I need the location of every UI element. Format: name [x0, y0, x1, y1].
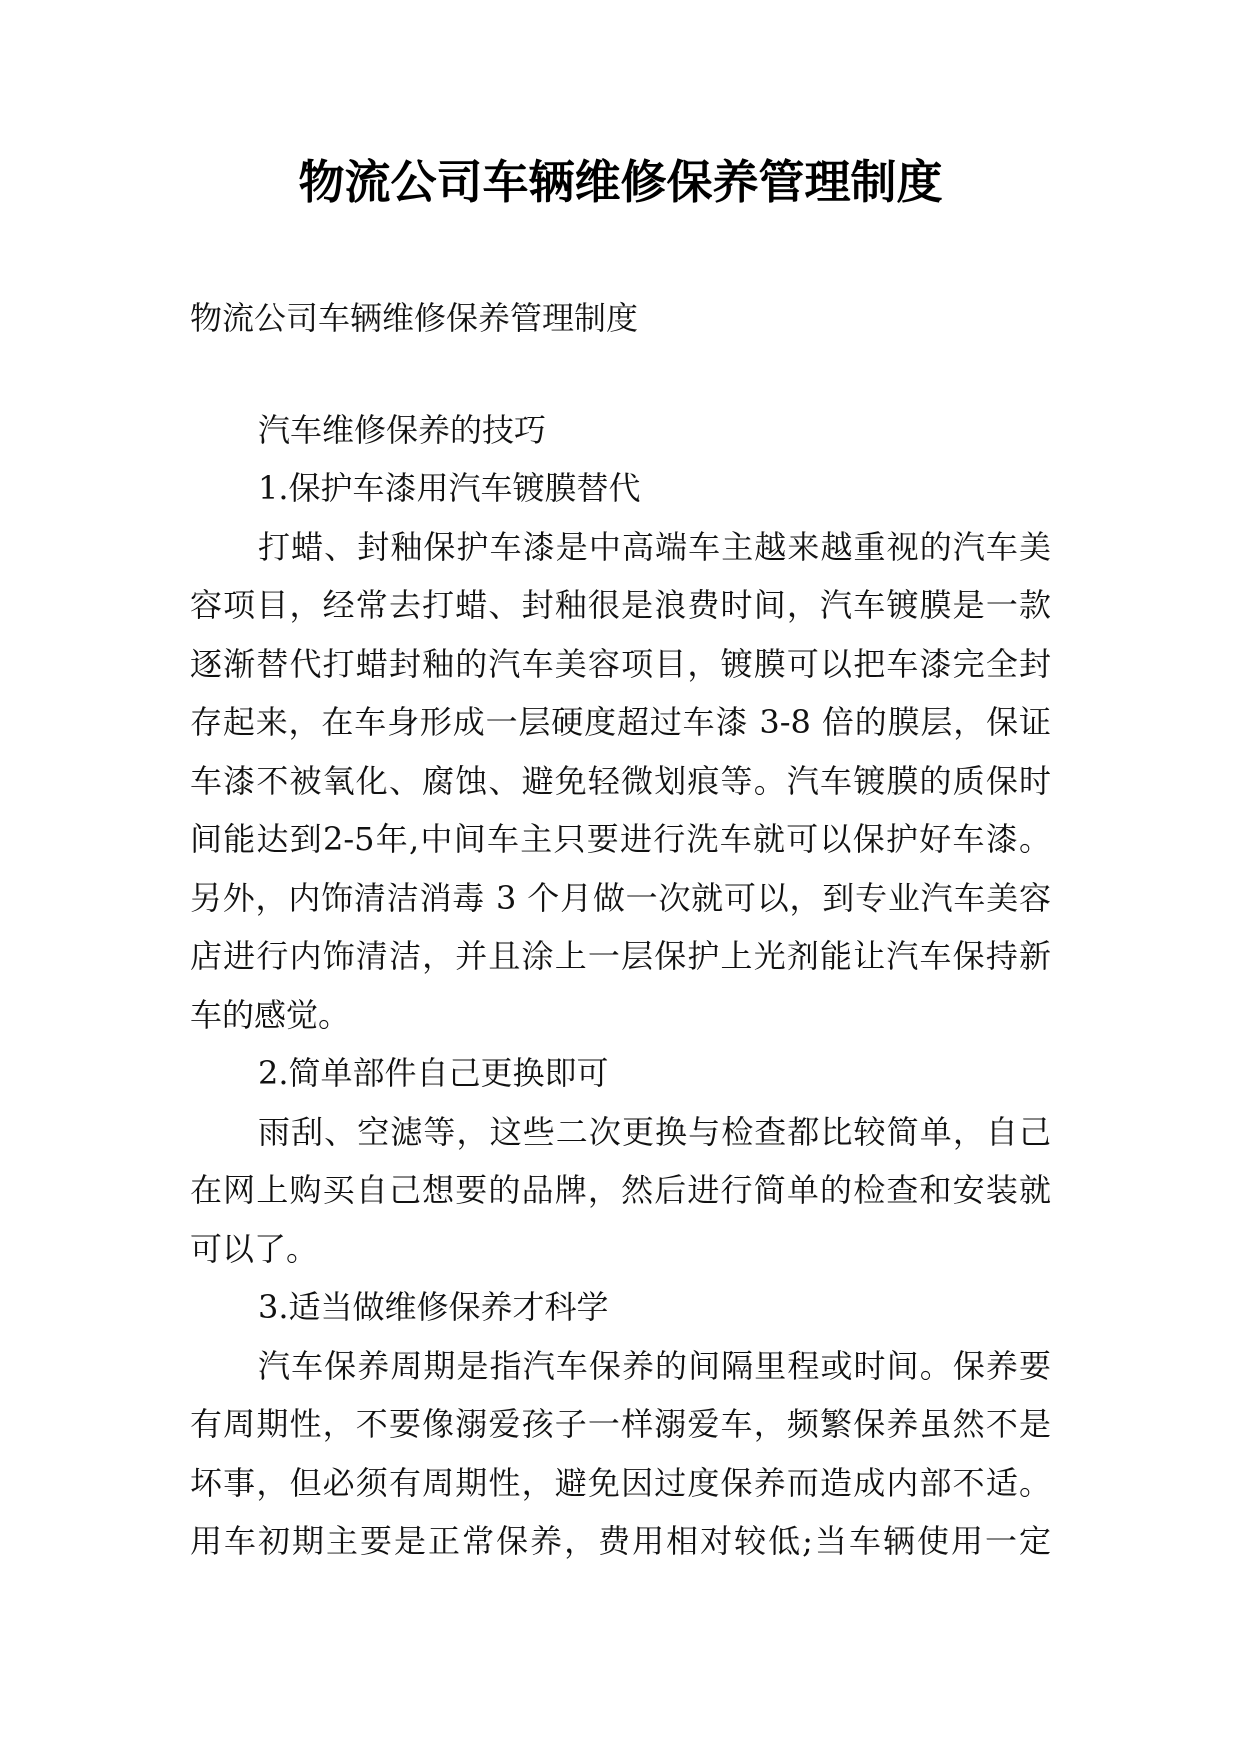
paragraph	[190, 1337, 1051, 1571]
paragraph-line: 可以了。	[190, 1229, 319, 1268]
paragraph-line: 另外，内饰清洁消毒 3 个月做一次就可以，到专业汽车美容	[190, 878, 1051, 917]
document-subtitle: 物流公司车辆维修保养管理制度	[190, 299, 639, 337]
document-body	[190, 289, 1051, 1571]
paragraph	[190, 518, 1051, 1045]
paragraph-line: 有周期性，不要像溺爱孩子一样溺爱车，频繁保养虽然不是	[190, 1405, 1051, 1443]
paragraph-line: 存起来，在车身形成一层硬度超过车漆 3-8 倍的膜层，保证	[190, 703, 1051, 741]
paragraph-line: 汽车保养周期是指汽车保养的间隔里程或时间。保养要	[258, 1346, 1051, 1385]
section-2	[190, 1044, 1051, 1278]
section-1	[190, 459, 1051, 1044]
paragraph-line: 在网上购买自己想要的品牌，然后进行简单的检查和安装就	[190, 1171, 1051, 1209]
section-3	[190, 1278, 1051, 1571]
paragraph-line: 打蜡、封釉保护车漆是中高端车主越来越重视的汽车美	[258, 527, 1051, 566]
paragraph-line: 雨刮、空滤等，这些二次更换与检查都比较简单，自己	[258, 1112, 1051, 1151]
document-title: 物流公司车辆维修保养管理制度	[298, 155, 943, 209]
paragraph-line: 容项目，经常去打蜡、封釉很是浪费时间，汽车镀膜是一款	[190, 586, 1051, 624]
section-heading: 2.简单部件自己更换即可	[258, 1054, 609, 1092]
paragraph-line: 车漆不被氧化、腐蚀、避免轻微划痕等。汽车镀膜的质保时	[190, 761, 1051, 800]
paragraph-line: 车的感觉。	[190, 995, 351, 1034]
paragraph-line: 坏事，但必须有周期性，避免因过度保养而造成内部不适。	[190, 1463, 1051, 1502]
paragraph-line: 逐渐替代打蜡封釉的汽车美容项目，镀膜可以把车漆完全封	[190, 644, 1051, 683]
paragraph-line: 间能达到2-5年,中间车主只要进行洗车就可以保护好车漆。	[190, 820, 1051, 858]
paragraph	[190, 1103, 1051, 1279]
section-heading: 1.保护车漆用汽车镀膜替代	[258, 469, 641, 507]
intro-heading: 汽车维修保养的技巧	[258, 410, 547, 449]
paragraph-line: 店进行内饰清洁，并且涂上一层保护上光剂能让汽车保持新	[190, 937, 1051, 975]
blank-line	[190, 348, 1051, 401]
paragraph-line: 用车初期主要是正常保养，费用相对较低;当车辆使用一定	[190, 1522, 1051, 1560]
section-heading: 3.适当做维修保养才科学	[258, 1288, 609, 1326]
